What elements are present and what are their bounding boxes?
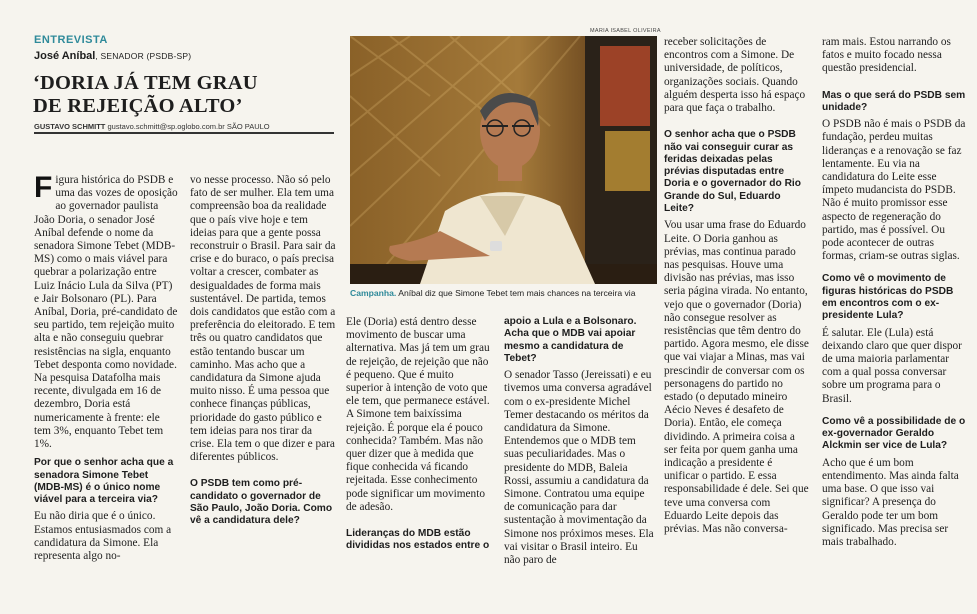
question-continued: apoio a Lula e a Bolsonaro. Acha que o MDB vai apoiar mesmo a candidatura de Tebet? <box>504 316 637 364</box>
interviewee-photo <box>350 36 657 284</box>
interviewee-byline <box>34 50 191 62</box>
photo-credit: MARIA ISABEL OLIVEIRA <box>590 28 661 34</box>
answer: receber solicitações de encontros com a Simone. De universidade, de políticos, organizações sociais. Quando alguém desperta isso há espaço para que faça o trabalho. <box>664 36 806 115</box>
question: O senhor acha que o PSDB não vai conseguir curar as feridas deixadas pelas prévias disputadas entre Doria e o governador do Rio Grande do Sul, Eduardo Leite? <box>664 129 801 214</box>
photo-caption <box>350 288 660 299</box>
answer: O PSDB não é mais o PSDB da fundação, perdeu muitas lideranças e a renovação se faz lentamente. Eu via na candidatura do Leite esse ímpeto mudancista do PSDB. Não é muito promissor esse aspecto de regeneração do partido, mas é possível. Ou pode acontecer de outras formas, criam-se outras siglas. <box>822 118 966 263</box>
section-kicker: ENTREVISTA <box>34 34 108 46</box>
portrait-image <box>350 36 657 284</box>
header-rule <box>34 132 334 134</box>
drop-cap: F <box>34 171 53 204</box>
headline-line-1: ‘DORIA JÁ TEM GRAU <box>33 72 258 94</box>
question: Como vê a possibilidade de o ex-governador Geraldo Alckmin ser vice de Lula? <box>822 415 966 452</box>
answer: É salutar. Ele (Lula) está deixando claro que quer dispor de uma maioria parlamentar com a qual possa conversar sobre um programa para o Brasil. <box>822 326 962 405</box>
headline-line-2: DE REJEIÇÃO ALTO’ <box>33 95 243 117</box>
question: Mas o que será do PSDB sem unidade? <box>822 89 966 113</box>
lead-paragraph: Figura histórica do PSDB e uma das vozes de oposição ao governador paulista João Doria, o senador José Aníbal defende o nome da senadora Simone Tebet (MDB-MS) como o mais viável para quebrar a polarização entre Luiz Inácio Lula da Silva (PT) e Jair Bolsonaro (PL). Para Aníbal, Doria, pré-candidato de seu partido, tem rejeição muito alta e não conseguiu quebrar resistências na sigla, enquanto Tebet desponta como novidade. Na pesquisa Datafolha mais recente, divulgada em 16 de dezembro, Doria está numericamente à frente: ele tem 3%, enquanto Tebet tem 1%. <box>34 171 178 451</box>
page-title <box>33 72 333 118</box>
author-email: gustavo.schmitt@sp.oglobo.com.br <box>107 122 225 131</box>
question: O PSDB tem como pré-candidato o governador de São Paulo, João Doria. Como vê a candidatura dele? <box>190 478 333 527</box>
answer: O senador Tasso (Jereissati) e eu tivemos uma conversa agradável com o ex-presidente Michel Temer destacando os méritos da candidatura da Simone. Entendemos que o MDB tem suas peculiaridades. Mas o presidente do MDB, Baleia Rossi, assumiu a candidatura da Simone. Contratou uma equipe de comunicação para dar sustentação à movimentação da Simone nos próximos meses. Ela vai visitar o Brasil inteiro. Eu não paro de <box>504 369 654 567</box>
author-city: SÃO PAULO <box>226 122 270 131</box>
article-column-6 <box>822 36 968 549</box>
interviewee-role: , SENADOR (PSDB-SP) <box>95 51 192 61</box>
question: Lideranças do MDB estão divididas nos estados entre o <box>346 528 490 552</box>
answer: Vou usar uma frase do Eduardo Leite. O Doria ganhou as prévias, mas continua parado nas pesquisas. Houve uma divisão nas prévias, mas isso seria página virada. No entanto, vejo que o governador (Doria) não consegue resolver as resistências que têm dentro do partido. Agora mesmo, ele disse que vai viajar a Minas, mas vai prescindir de conversar com os personagens do partido no estado (o deputado mineiro Aécio Neves é desafeto de Doria). Então, ele começa dividindo. A primeira coisa a ser feita por quem ganha uma indicação a presidente é unificar o partido. E essa responsabilidade é dele. Sei que teve uma conversa com Eduardo Leite depois das prévias. Mas não conversa- <box>664 219 809 535</box>
answer: Eu não diria que é o único. Estamos entusiasmados com a candidatura da Simone. Ela representa algo no- <box>34 510 172 563</box>
question: Como vê o movimento de figuras históricas do PSDB em encontros com o ex-presidente Lula? <box>822 273 954 322</box>
caption-label: Campanha. <box>350 288 397 298</box>
author-name: GUSTAVO SCHMITT <box>34 122 106 131</box>
answer: Acho que é um bom entendimento. Mas ainda falta uma base. O que isso vai significar? A presença do Geraldo pode ter um bom significado. Mas precisa ser mais trabalhado. <box>822 456 959 548</box>
caption-text: Aníbal diz que Simone Tebet tem mais chances na terceira via <box>396 288 636 298</box>
article-column-4 <box>504 316 654 567</box>
answer: ram mais. Estou narrando os fatos e muito focado nessa questão presidencial. <box>822 36 951 75</box>
article-column-3 <box>346 316 492 557</box>
interviewee-name: José Aníbal <box>34 50 96 62</box>
answer: vo nesse processo. Não só pelo fato de ser mulher. Ela tem uma compreensão boa da realidade que o país vive hoje e tem ideias para que a gente possa reconstruir o Brasil. Para sair da crise e do buraco, o país precisa voltar a crescer, combater as desigualdades de forma mais sustentável. De partida, temos dois candidatos que estão com a preferência do eleitorado. E tem três ou quatro candidatos que estão tentando buscar um caminho. Mas acho que a candidatura da Simone ajuda muito nisso. É uma pessoa que conhece finanças públicas, prioridade do gasto público e tem ideias para nos tirar da crise. Ela tem o que dizer e para diferentes públicos. <box>190 174 336 464</box>
answer: Ele (Doria) está dentro desse movimento de buscar uma alternativa. Mas já tem um grau de rejeição, de rejeição que não é pequeno. Que é muito superior à intenção de voto que ele tem, que permanece estável. A Simone tem baixíssima rejeição. É porque ela é pouco conhecida? Também. Mas não quer dizer que à medida que fique conhecida vá ficando rejeitada. Esse conhecimento pode significar um movimento de adesão. <box>346 316 490 513</box>
author-byline <box>34 122 270 131</box>
article-column-1 <box>34 171 179 563</box>
article-column-2 <box>190 174 336 532</box>
question: Por que o senhor acha que a senadora Simone Tebet (MDB-MS) é o único nome viável para a terceira via? <box>34 457 174 506</box>
article-column-5 <box>664 36 810 536</box>
